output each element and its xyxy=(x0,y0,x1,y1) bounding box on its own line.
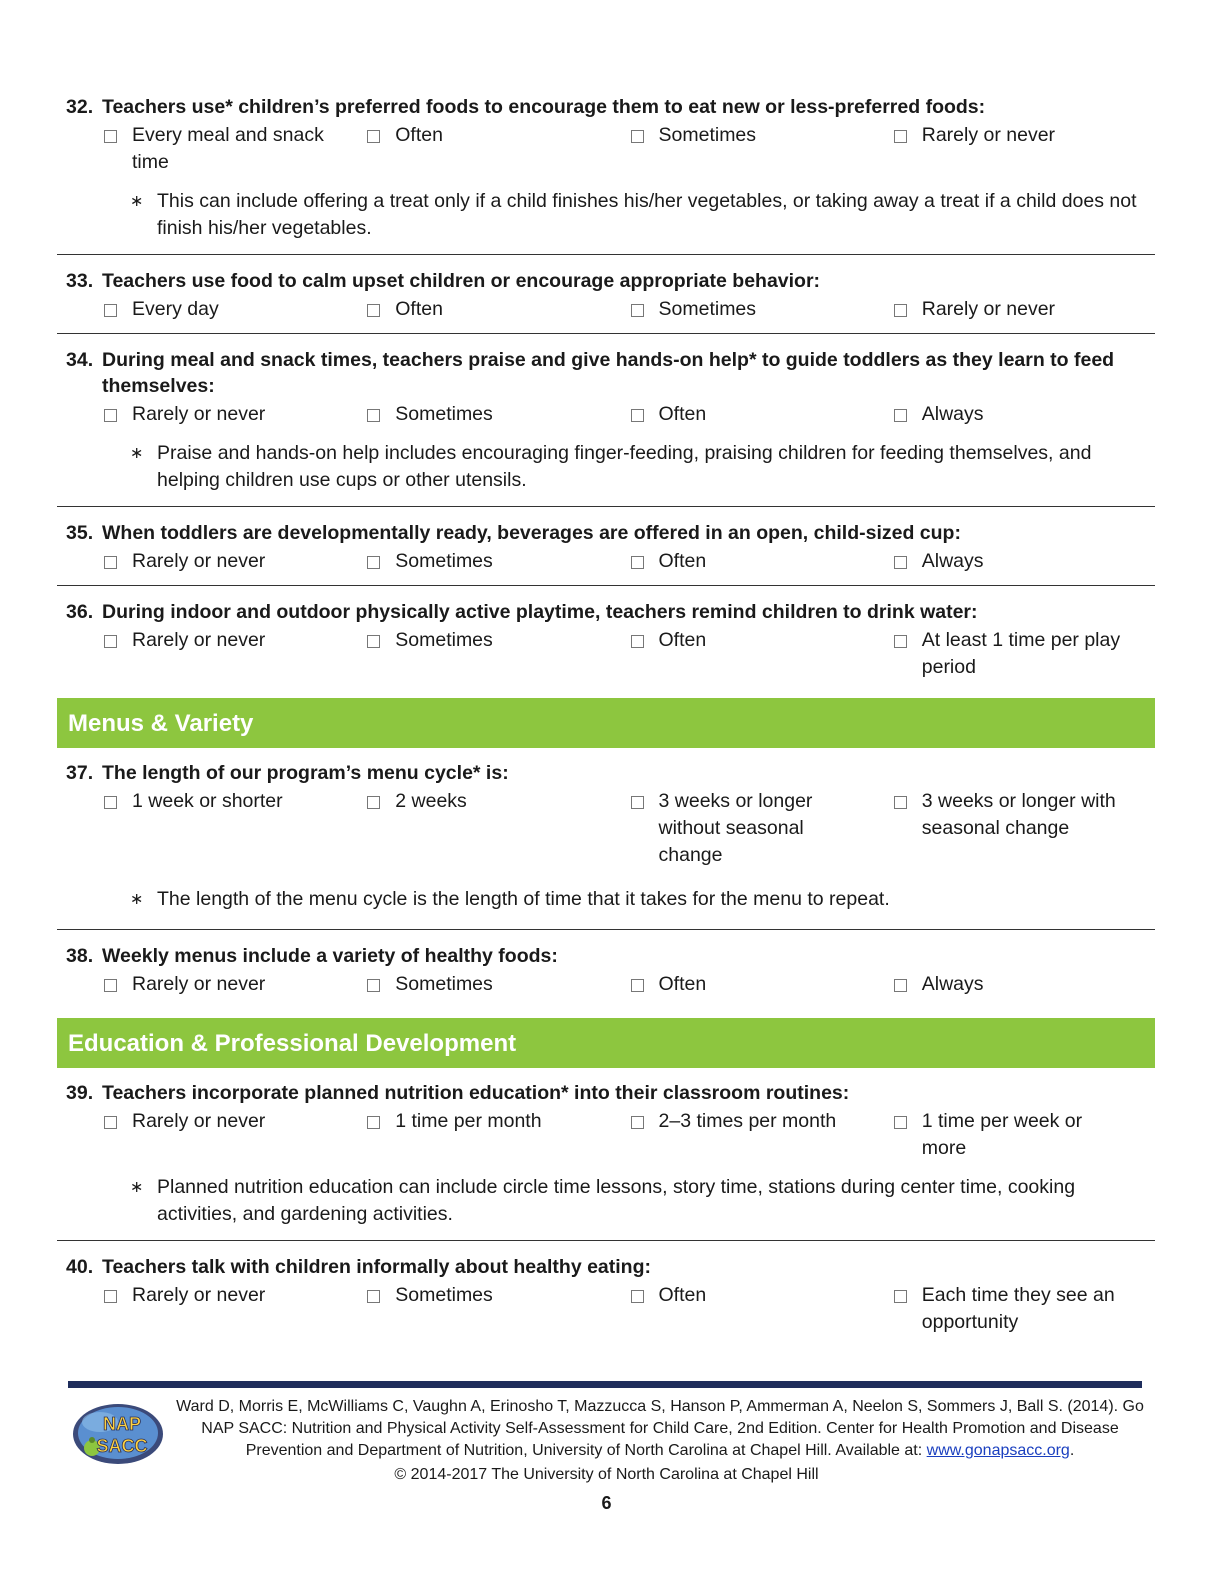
checkbox-icon[interactable] xyxy=(894,1116,907,1129)
option-label: Rarely or never xyxy=(132,1110,266,1132)
option-label: Sometimes xyxy=(658,124,757,146)
checkbox-icon[interactable] xyxy=(104,1116,117,1129)
question-number: 32. xyxy=(66,96,94,118)
question-text: During indoor and outdoor physically active playtime, teachers remind children to drink water: xyxy=(102,601,978,623)
option-label: Every day xyxy=(132,298,219,320)
checkbox-icon[interactable] xyxy=(367,130,380,143)
option-label: Sometimes xyxy=(395,1284,493,1306)
website-link[interactable]: www.gonapsacc.org xyxy=(926,1442,1070,1459)
checkbox-icon[interactable] xyxy=(104,130,117,143)
option-label: Often xyxy=(658,403,707,425)
question-32 xyxy=(57,94,1155,242)
question-number: 33. xyxy=(66,270,94,292)
option[interactable] xyxy=(365,1282,628,1336)
option-label: 1 week or shorter xyxy=(132,790,283,812)
option-label: Rarely or never xyxy=(921,298,1056,320)
checkbox-icon[interactable] xyxy=(894,635,907,648)
answer-options xyxy=(66,122,1155,176)
option[interactable] xyxy=(365,1108,628,1162)
option-label: 2–3 times per month xyxy=(658,1110,837,1132)
asterisk-icon: ∗ xyxy=(130,1179,144,1196)
checkbox-icon[interactable] xyxy=(631,979,644,992)
divider xyxy=(57,585,1155,586)
checkbox-icon[interactable] xyxy=(631,130,644,143)
checkbox-icon[interactable] xyxy=(367,556,380,569)
option-label: Often xyxy=(658,550,707,572)
question-title xyxy=(66,1080,1155,1106)
option[interactable] xyxy=(102,122,365,176)
checkbox-icon[interactable] xyxy=(894,130,907,143)
option[interactable] xyxy=(102,296,365,323)
question-number: 38. xyxy=(66,945,94,967)
divider xyxy=(57,333,1155,334)
checkbox-icon[interactable] xyxy=(367,1290,380,1303)
option-label: Often xyxy=(395,124,443,146)
option[interactable] xyxy=(102,971,365,998)
footnote xyxy=(66,1174,1155,1228)
question-text: During meal and snack times, teachers praise and give hands-on help* to guide toddlers as they learn to feed themselves: xyxy=(102,349,1115,397)
checkbox-icon[interactable] xyxy=(104,556,117,569)
footnote-text: The length of the menu cycle is the length of time that it takes for the menu to repeat. xyxy=(157,888,890,910)
answer-options xyxy=(66,1282,1155,1336)
question-text: Teachers talk with children informally about healthy eating: xyxy=(102,1256,651,1278)
option[interactable] xyxy=(365,548,628,575)
option-label: Sometimes xyxy=(395,550,493,572)
question-title xyxy=(66,94,1155,120)
option[interactable] xyxy=(892,1282,1155,1336)
question-number: 39. xyxy=(66,1082,94,1104)
checkbox-icon[interactable] xyxy=(631,556,644,569)
option-label: Rarely or never xyxy=(132,629,266,651)
checkbox-icon[interactable] xyxy=(367,409,380,422)
question-number: 36. xyxy=(66,601,94,623)
checkbox-icon[interactable] xyxy=(367,979,380,992)
form-page xyxy=(57,0,1155,1336)
footnote xyxy=(66,886,1155,913)
question-title xyxy=(66,347,1155,399)
option[interactable] xyxy=(102,401,365,428)
question-38 xyxy=(57,943,1155,998)
checkbox-icon[interactable] xyxy=(104,635,117,648)
option[interactable] xyxy=(365,971,628,998)
option-label: Rarely or never xyxy=(132,550,266,572)
option-label: Sometimes xyxy=(658,298,757,320)
footnote xyxy=(66,188,1155,242)
question-text: Teachers use* children’s preferred foods to encourage them to eat new or less-preferred foods: xyxy=(102,96,986,118)
question-34 xyxy=(57,347,1155,494)
question-40 xyxy=(57,1254,1155,1336)
checkbox-icon[interactable] xyxy=(367,304,380,317)
option-label: At least 1 time per play period xyxy=(921,629,1121,678)
checkbox-icon[interactable] xyxy=(631,1290,644,1303)
question-text: Teachers incorporate planned nutrition education* into their classroom routines: xyxy=(102,1082,850,1104)
question-number: 34. xyxy=(66,349,94,371)
option-label: Sometimes xyxy=(395,629,493,651)
option[interactable] xyxy=(102,788,365,869)
option[interactable] xyxy=(629,296,892,323)
checkbox-icon[interactable] xyxy=(894,304,907,317)
checkbox-icon[interactable] xyxy=(894,556,907,569)
question-title xyxy=(66,520,1155,546)
option-label: Every meal and snack time xyxy=(132,124,324,173)
divider xyxy=(57,254,1155,255)
option[interactable] xyxy=(629,1282,892,1336)
question-title xyxy=(66,268,1155,294)
option[interactable] xyxy=(365,122,628,176)
checkbox-icon[interactable] xyxy=(894,979,907,992)
page-number: 6 xyxy=(601,1493,612,1513)
option-label: 1 time per week or more xyxy=(921,1110,1083,1159)
question-33 xyxy=(57,268,1155,323)
option[interactable] xyxy=(365,296,628,323)
checkbox-icon[interactable] xyxy=(367,1116,380,1129)
option[interactable] xyxy=(365,627,628,681)
question-number: 37. xyxy=(66,762,94,784)
answer-options xyxy=(66,788,1155,869)
question-39 xyxy=(57,1080,1155,1228)
divider xyxy=(57,1240,1155,1241)
question-text: Weekly menus include a variety of healthy foods: xyxy=(102,945,558,967)
footnote-text: This can include offering a treat only if a child finishes his/her vegetables, or taking away a treat if a child does not finish his/her vegetables. xyxy=(157,190,1137,239)
answer-options xyxy=(66,296,1155,323)
checkbox-icon[interactable] xyxy=(631,635,644,648)
checkbox-icon[interactable] xyxy=(367,635,380,648)
period: . xyxy=(1069,1442,1075,1459)
question-text: Teachers use food to calm upset children or encourage appropriate behavior: xyxy=(102,270,821,292)
checkbox-icon[interactable] xyxy=(367,796,380,809)
question-number: 40. xyxy=(66,1256,94,1278)
option-label: Sometimes xyxy=(395,973,493,995)
option-label: Always xyxy=(921,550,984,572)
option-label: Rarely or never xyxy=(132,973,266,995)
option[interactable] xyxy=(892,122,1155,176)
asterisk-icon: ∗ xyxy=(130,193,144,210)
option-label: 1 time per month xyxy=(395,1110,542,1132)
checkbox-icon[interactable] xyxy=(631,796,644,809)
section-header-menus: Menus & Variety xyxy=(57,698,1155,748)
option[interactable] xyxy=(892,401,1155,428)
option[interactable] xyxy=(629,548,892,575)
section-header-education: Education & Professional Development xyxy=(57,1018,1155,1068)
checkbox-icon[interactable] xyxy=(894,1290,907,1303)
option-label: Often xyxy=(658,1284,707,1306)
checkbox-icon[interactable] xyxy=(104,1290,117,1303)
question-text: When toddlers are developmentally ready, beverages are offered in an open, child-sized cup: xyxy=(102,522,961,544)
divider xyxy=(57,506,1155,507)
option[interactable] xyxy=(629,122,892,176)
option[interactable] xyxy=(629,401,892,428)
checkbox-icon[interactable] xyxy=(894,796,907,809)
citation-text: Ward D, Morris E, McWilliams C, Vaughn A, Erinosho T, Mazzucca S, Hanson P, Ammerman A, Neelon S, Sommers J, Ball S. (2014). Go NAP SACC: Nutrition and Physical Activity Self-Assessment for Child Care, 2nd Edition. Center for Health Promotion and Disease Prevention and Department of Nutrition, University of North Carolina at Chapel Hill. Available at: xyxy=(176,1398,1144,1459)
option[interactable] xyxy=(629,627,892,681)
checkbox-icon[interactable] xyxy=(894,409,907,422)
option-label: Each time they see an opportunity xyxy=(921,1284,1115,1333)
option-label: Often xyxy=(658,973,707,995)
checkbox-icon[interactable] xyxy=(104,304,117,317)
question-title xyxy=(66,760,1155,786)
footnote-text: Praise and hands-on help includes encouraging finger-feeding, praising children for feeding themselves, and helping children use cups or other utensils. xyxy=(157,442,1092,491)
option[interactable] xyxy=(629,788,892,869)
footer-divider xyxy=(68,1381,1142,1388)
option-label: Sometimes xyxy=(395,403,493,425)
option-label: Rarely or never xyxy=(921,124,1056,146)
question-title xyxy=(66,599,1155,625)
option[interactable] xyxy=(892,1108,1155,1162)
svg-text:SACC: SACC xyxy=(96,1436,148,1456)
nap-sacc-logo xyxy=(70,1398,168,1468)
option[interactable] xyxy=(365,401,628,428)
checkbox-icon[interactable] xyxy=(631,1116,644,1129)
checkbox-icon[interactable] xyxy=(631,304,644,317)
divider xyxy=(57,929,1155,930)
answer-options xyxy=(66,1108,1155,1162)
checkbox-icon[interactable] xyxy=(104,979,117,992)
question-title xyxy=(66,943,1155,969)
footnote-text: Planned nutrition education can include circle time lessons, story time, stations during center time, cooking activities, and gardening activities. xyxy=(157,1176,1076,1225)
citation xyxy=(175,1396,1145,1462)
option-label: 3 weeks or longer with seasonal change xyxy=(921,790,1116,839)
option-label: Rarely or never xyxy=(132,403,266,425)
option-label: 3 weeks or longer without seasonal change xyxy=(658,790,813,866)
option[interactable] xyxy=(892,971,1155,998)
checkbox-icon[interactable] xyxy=(104,796,117,809)
question-37 xyxy=(57,760,1155,913)
checkbox-icon[interactable] xyxy=(631,409,644,422)
checkbox-icon[interactable] xyxy=(104,409,117,422)
option[interactable] xyxy=(102,548,365,575)
question-title xyxy=(66,1254,1155,1280)
option[interactable] xyxy=(892,548,1155,575)
question-35 xyxy=(57,520,1155,575)
asterisk-icon: ∗ xyxy=(130,891,144,908)
option-label: Always xyxy=(921,973,984,995)
option-label: 2 weeks xyxy=(395,790,467,812)
option-label: Always xyxy=(921,403,984,425)
copyright: © 2014-2017 The University of North Carolina at Chapel Hill xyxy=(394,1466,819,1483)
option[interactable] xyxy=(892,627,1155,681)
option[interactable] xyxy=(892,788,1155,869)
asterisk-icon: ∗ xyxy=(130,445,144,462)
question-36 xyxy=(57,599,1155,681)
option[interactable] xyxy=(102,1282,365,1336)
answer-options xyxy=(66,548,1155,575)
option-label: Often xyxy=(395,298,443,320)
option-label: Rarely or never xyxy=(132,1284,266,1306)
question-text: The length of our program’s menu cycle* is: xyxy=(102,762,509,784)
option[interactable] xyxy=(102,1108,365,1162)
option[interactable] xyxy=(102,627,365,681)
answer-options xyxy=(66,627,1155,681)
question-number: 35. xyxy=(66,522,94,544)
option[interactable] xyxy=(629,971,892,998)
option[interactable] xyxy=(365,788,628,869)
option-label: Often xyxy=(658,629,707,651)
answer-options xyxy=(66,971,1155,998)
footnote xyxy=(66,440,1155,494)
option[interactable] xyxy=(892,296,1155,323)
svg-text:NAP: NAP xyxy=(102,1414,142,1434)
answer-options xyxy=(66,401,1155,428)
option[interactable] xyxy=(629,1108,892,1162)
